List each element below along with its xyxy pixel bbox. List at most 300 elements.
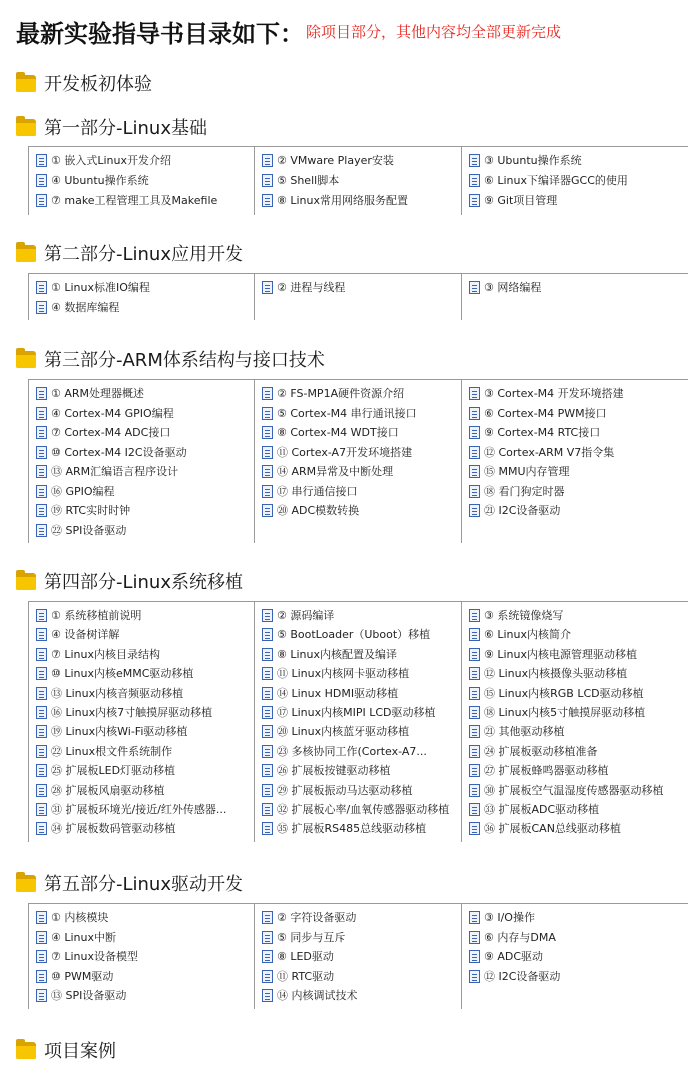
section-title: 开发板初体验: [44, 74, 152, 95]
document-icon: [262, 485, 273, 498]
document-icon: [262, 784, 273, 797]
toc-item-label: ㉛ 扩展板环境光/接近/红外传感器...: [51, 803, 227, 816]
toc-item[interactable]: [262, 626, 430, 642]
document-icon: [262, 803, 273, 816]
toc-item[interactable]: [262, 820, 426, 836]
toc-item[interactable]: [36, 607, 141, 623]
toc-item[interactable]: [36, 743, 172, 759]
document-icon: [262, 989, 273, 1002]
document-icon: [469, 426, 480, 439]
toc-item-label: ⑳ ADC模数转换: [277, 504, 360, 517]
section-title: 第四部分-Linux系统移植: [44, 572, 243, 593]
document-icon: [36, 687, 47, 700]
toc-item[interactable]: [262, 762, 391, 778]
toc-item-label: ⑦ make工程管理工具及Makefile: [51, 194, 218, 207]
toc-item[interactable]: [262, 463, 393, 479]
toc-item[interactable]: [469, 801, 599, 817]
section-divider: [28, 146, 688, 147]
toc-item[interactable]: [469, 607, 563, 623]
document-icon: [469, 628, 480, 641]
document-icon: [262, 407, 273, 420]
document-icon: [36, 194, 47, 207]
toc-item[interactable]: [36, 279, 150, 295]
document-icon: [36, 822, 47, 835]
toc-item-label: ㉖ 扩展板按键驱动移植: [277, 764, 391, 777]
toc-item[interactable]: [262, 444, 412, 460]
toc-item-label: ㉑ I2C设备驱动: [484, 504, 561, 517]
toc-item[interactable]: [262, 172, 339, 188]
toc-item[interactable]: [469, 385, 624, 401]
section-title: 项目案例: [44, 1041, 116, 1062]
page-header: [16, 14, 561, 49]
document-icon: [36, 504, 47, 517]
toc-item[interactable]: [469, 444, 614, 460]
section-heading[interactable]: [16, 870, 243, 896]
toc-item[interactable]: [36, 172, 149, 188]
toc-item[interactable]: [262, 929, 345, 945]
document-icon: [36, 970, 47, 983]
document-icon: [469, 387, 480, 400]
toc-item-label: ㊱ 扩展板CAN总线驱动移植: [484, 822, 621, 835]
toc-item-label: ⑤ Cortex-M4 串行通讯接口: [277, 407, 417, 420]
toc-item-label: ⑯ Linux内核7寸触摸屏驱动移植: [51, 706, 213, 719]
document-icon: [469, 281, 480, 294]
toc-item-label: ⑪ RTC驱动: [277, 970, 335, 983]
column-divider: [28, 146, 29, 215]
toc-item[interactable]: [469, 929, 556, 945]
toc-item-label: ⑭ Linux HDMI驱动移植: [277, 687, 399, 700]
toc-item[interactable]: [36, 483, 115, 499]
toc-item[interactable]: [36, 665, 193, 681]
toc-item[interactable]: [262, 909, 356, 925]
section-heading[interactable]: [16, 70, 152, 96]
section-divider: [28, 903, 688, 904]
column-divider: [254, 379, 255, 543]
document-icon: [262, 931, 273, 944]
toc-item-label: ④ Cortex-M4 GPIO编程: [51, 407, 174, 420]
toc-item[interactable]: [469, 279, 541, 295]
column-divider: [28, 903, 29, 1009]
toc-item[interactable]: [36, 463, 178, 479]
document-icon: [36, 281, 47, 294]
toc-item-label: ⑦ Cortex-M4 ADC接口: [51, 426, 171, 439]
toc-item[interactable]: [36, 909, 108, 925]
document-icon: [469, 667, 480, 680]
document-icon: [469, 970, 480, 983]
toc-item[interactable]: [36, 987, 126, 1003]
toc-item[interactable]: [36, 820, 176, 836]
document-icon: [262, 764, 273, 777]
document-icon: [469, 950, 480, 963]
toc-item[interactable]: [469, 463, 570, 479]
toc-item[interactable]: [36, 192, 217, 208]
document-icon: [469, 609, 480, 622]
document-icon: [262, 154, 273, 167]
toc-item[interactable]: [36, 685, 183, 701]
column-divider: [28, 273, 29, 320]
document-icon: [262, 970, 273, 983]
column-divider: [254, 146, 255, 215]
document-icon: [262, 745, 273, 758]
toc-item-label: ⑥ Linux内核简介: [484, 628, 571, 641]
toc-item-label: ㉘ 扩展板风扇驱动移植: [51, 784, 165, 797]
document-icon: [262, 706, 273, 719]
document-icon: [469, 725, 480, 738]
toc-item[interactable]: [36, 424, 170, 440]
toc-item-label: ⑬ ARM汇编语言程序设计: [51, 465, 179, 478]
toc-item-label: ⑫ I2C设备驱动: [484, 970, 561, 983]
document-icon: [36, 446, 47, 459]
folder-icon: [16, 1042, 36, 1059]
toc-item-label: ④ Ubuntu操作系统: [51, 174, 149, 187]
document-icon: [36, 725, 47, 738]
toc-item[interactable]: [262, 948, 334, 964]
toc-item[interactable]: [469, 502, 560, 518]
document-icon: [36, 407, 47, 420]
toc-item-label: ⑱ 看门狗定时器: [484, 485, 565, 498]
document-icon: [262, 628, 273, 641]
toc-item-label: ③ Ubuntu操作系统: [484, 154, 582, 167]
toc-item[interactable]: [36, 444, 187, 460]
document-icon: [262, 911, 273, 924]
folder-icon: [16, 245, 36, 262]
document-icon: [469, 407, 480, 420]
section-items-grid: [28, 379, 688, 543]
toc-item-label: ⑬ Linux内核音频驱动移植: [51, 687, 184, 700]
page-title: 最新实验指导书目录如下：: [16, 20, 304, 48]
toc-item-label: ② VMware Player安装: [277, 154, 394, 167]
toc-item[interactable]: [469, 646, 637, 662]
toc-item-label: ③ Cortex-M4 开发环境搭建: [484, 387, 624, 400]
document-icon: [262, 387, 273, 400]
toc-item-label: ⑲ Linux内核Wi-Fi驱动移植: [51, 725, 188, 738]
document-icon: [36, 648, 47, 661]
toc-item[interactable]: [262, 279, 345, 295]
toc-item[interactable]: [469, 665, 627, 681]
toc-item-label: ① 嵌入式Linux开发介绍: [51, 154, 171, 167]
toc-item[interactable]: [36, 723, 187, 739]
toc-item[interactable]: [262, 782, 413, 798]
document-icon: [469, 465, 480, 478]
toc-item[interactable]: [36, 502, 130, 518]
toc-item[interactable]: [36, 522, 126, 538]
toc-item-label: ㉔ 扩展板驱动移植准备: [484, 745, 598, 758]
toc-item-label: ⑤ BootLoader（Uboot）移植: [277, 628, 431, 641]
toc-item[interactable]: [469, 762, 609, 778]
document-icon: [469, 446, 480, 459]
document-icon: [469, 648, 480, 661]
toc-item[interactable]: [469, 820, 621, 836]
toc-item-label: ⑥ 内存与DMA: [484, 931, 556, 944]
document-icon: [469, 174, 480, 187]
toc-item[interactable]: [469, 172, 628, 188]
document-icon: [262, 194, 273, 207]
toc-item-label: ⑱ Linux内核5寸触摸屏驱动移植: [484, 706, 646, 719]
document-icon: [36, 950, 47, 963]
document-icon: [36, 154, 47, 167]
section-heading[interactable]: [16, 1037, 116, 1063]
toc-item-label: ⑭ 内核调试技术: [277, 989, 358, 1002]
toc-item-label: ㉙ 扩展板振动马达驱动移植: [277, 784, 413, 797]
column-divider: [461, 379, 462, 543]
toc-item[interactable]: [262, 968, 334, 984]
toc-item-label: ㉜ 扩展板心率/血氧传感器驱动移植: [277, 803, 450, 816]
toc-item[interactable]: [36, 405, 174, 421]
section-title: 第二部分-Linux应用开发: [44, 244, 243, 265]
folder-icon: [16, 573, 36, 590]
section-title: 第一部分-Linux基础: [44, 118, 207, 139]
toc-item[interactable]: [36, 968, 113, 984]
toc-item-label: ⑨ ADC驱动: [484, 950, 544, 963]
document-icon: [469, 504, 480, 517]
document-icon: [36, 667, 47, 680]
document-icon: [469, 194, 480, 207]
toc-item-label: ③ 系统镜像烧写: [484, 609, 564, 622]
toc-item[interactable]: [36, 929, 116, 945]
toc-item[interactable]: [469, 424, 600, 440]
toc-item-label: ⑥ Cortex-M4 PWM接口: [484, 407, 607, 420]
section-heading[interactable]: [16, 346, 325, 372]
document-icon: [469, 931, 480, 944]
document-icon: [36, 174, 47, 187]
toc-item[interactable]: [469, 743, 598, 759]
toc-item-label: ⑥ Linux下编译器GCC的使用: [484, 174, 628, 187]
column-divider: [28, 379, 29, 543]
toc-item[interactable]: [36, 782, 165, 798]
toc-item[interactable]: [36, 299, 119, 315]
toc-item[interactable]: [262, 704, 436, 720]
section-heading[interactable]: [16, 568, 243, 594]
folder-icon: [16, 351, 36, 368]
toc-item-label: ⑳ Linux内核蓝牙驱动移植: [277, 725, 410, 738]
toc-item-label: ㉚ 扩展板空气温湿度传感器驱动移植: [484, 784, 664, 797]
toc-item-label: ⑭ ARM异常及中断处理: [277, 465, 394, 478]
document-icon: [262, 426, 273, 439]
toc-item[interactable]: [262, 665, 409, 681]
document-icon: [36, 784, 47, 797]
toc-item[interactable]: [36, 646, 160, 662]
toc-item[interactable]: [36, 626, 119, 642]
document-icon: [36, 706, 47, 719]
toc-item-label: ⑲ RTC实时时钟: [51, 504, 131, 517]
column-divider: [461, 146, 462, 215]
toc-item-label: ⑤ Shell脚本: [277, 174, 340, 187]
document-icon: [36, 609, 47, 622]
toc-item-label: ㉞ 扩展板数码管驱动移植: [51, 822, 176, 835]
toc-item-label: ④ Linux中断: [51, 931, 116, 944]
toc-item[interactable]: [262, 607, 334, 623]
column-divider: [254, 903, 255, 1009]
document-icon: [262, 465, 273, 478]
toc-item[interactable]: [469, 704, 645, 720]
toc-item-label: ② 源码编译: [277, 609, 335, 622]
toc-item[interactable]: [469, 948, 543, 964]
toc-item-label: ⑯ GPIO编程: [51, 485, 115, 498]
toc-item[interactable]: [262, 801, 449, 817]
document-icon: [262, 281, 273, 294]
column-divider: [461, 273, 462, 320]
toc-item-label: ④ 数据库编程: [51, 301, 120, 314]
document-icon: [36, 989, 47, 1002]
document-icon: [36, 628, 47, 641]
toc-item[interactable]: [262, 502, 359, 518]
toc-item-label: ⑨ Cortex-M4 RTC接口: [484, 426, 601, 439]
toc-item-label: ⑫ Cortex-ARM V7指令集: [484, 446, 615, 459]
toc-item-label: ⑨ Linux内核电源管理驱动移植: [484, 648, 637, 661]
document-icon: [262, 648, 273, 661]
toc-item-label: ㉗ 扩展板蜂鸣器驱动移植: [484, 764, 609, 777]
toc-item[interactable]: [262, 685, 398, 701]
toc-item-label: ⑬ SPI设备驱动: [51, 989, 127, 1002]
toc-item-label: ⑫ Linux内核摄像头驱动移植: [484, 667, 628, 680]
toc-item[interactable]: [36, 801, 226, 817]
toc-item[interactable]: [469, 192, 557, 208]
toc-item-label: ⑰ Linux内核MIPI LCD驱动移植: [277, 706, 436, 719]
toc-item[interactable]: [469, 782, 664, 798]
toc-item[interactable]: [469, 152, 582, 168]
folder-icon: [16, 119, 36, 136]
toc-item-label: ① ARM处理器概述: [51, 387, 145, 400]
toc-item[interactable]: [262, 987, 358, 1003]
toc-item[interactable]: [36, 385, 144, 401]
section-items-grid: [28, 903, 688, 1009]
section-divider: [28, 601, 688, 602]
document-icon: [469, 822, 480, 835]
section-items-grid: [28, 146, 688, 215]
document-icon: [262, 667, 273, 680]
toc-item-label: ⑦ Linux设备模型: [51, 950, 138, 963]
document-icon: [36, 745, 47, 758]
toc-item-label: ⑮ Linux内核RGB LCD驱动移植: [484, 687, 644, 700]
document-icon: [469, 911, 480, 924]
toc-item[interactable]: [36, 948, 138, 964]
toc-item[interactable]: [469, 405, 607, 421]
section-divider: [28, 273, 688, 274]
update-note: 除项目部分，其他内容均全部更新完成: [306, 23, 562, 41]
document-icon: [36, 803, 47, 816]
toc-item-label: ⑧ LED驱动: [277, 950, 334, 963]
folder-icon: [16, 875, 36, 892]
toc-item-label: ① Linux标准IO编程: [51, 281, 150, 294]
toc-item[interactable]: [262, 646, 397, 662]
document-icon: [36, 764, 47, 777]
toc-item[interactable]: [36, 704, 212, 720]
toc-item-label: ⑨ Git项目管理: [484, 194, 558, 207]
toc-item-label: ⑤ 同步与互斥: [277, 931, 346, 944]
toc-item[interactable]: [36, 762, 175, 778]
toc-item-label: ㉕ 扩展板LED灯驱动移植: [51, 764, 176, 777]
toc-item[interactable]: [469, 723, 565, 739]
document-icon: [36, 911, 47, 924]
document-icon: [469, 485, 480, 498]
toc-item[interactable]: [262, 405, 417, 421]
document-icon: [36, 426, 47, 439]
folder-icon: [16, 75, 36, 92]
section-title: 第五部分-Linux驱动开发: [44, 874, 243, 895]
toc-item-label: ⑰ 串行通信接口: [277, 485, 358, 498]
section-heading[interactable]: [16, 240, 243, 266]
toc-item-label: ⑧ Linux常用网络服务配置: [277, 194, 408, 207]
toc-item-label: ⑩ Linux内核eMMC驱动移植: [51, 667, 194, 680]
toc-item-label: ㉟ 扩展板RS485总线驱动移植: [277, 822, 427, 835]
document-icon: [262, 687, 273, 700]
toc-item[interactable]: [262, 483, 358, 499]
document-icon: [36, 465, 47, 478]
column-divider: [254, 273, 255, 320]
section-divider: [28, 379, 688, 380]
document-icon: [262, 174, 273, 187]
toc-item[interactable]: [36, 152, 171, 168]
toc-item-label: ⑩ PWM驱动: [51, 970, 114, 983]
toc-item-label: ㉒ Linux根文件系统制作: [51, 745, 173, 758]
toc-item-label: ⑪ Linux内核网卡驱动移植: [277, 667, 410, 680]
toc-item[interactable]: [469, 685, 644, 701]
toc-item[interactable]: [469, 909, 535, 925]
document-icon: [36, 485, 47, 498]
toc-item-label: ③ 网络编程: [484, 281, 542, 294]
toc-item-label: ⑪ Cortex-A7开发环境搭建: [277, 446, 413, 459]
column-divider: [28, 601, 29, 842]
document-icon: [469, 803, 480, 816]
column-divider: [461, 903, 462, 1009]
section-title: 第三部分-ARM体系结构与接口技术: [44, 350, 325, 371]
document-icon: [469, 687, 480, 700]
document-icon: [262, 609, 273, 622]
toc-item-label: ⑦ Linux内核目录结构: [51, 648, 160, 661]
document-icon: [469, 706, 480, 719]
toc-item[interactable]: [469, 968, 560, 984]
document-icon: [469, 154, 480, 167]
toc-item-label: ⑩ Cortex-M4 I2C设备驱动: [51, 446, 187, 459]
toc-item[interactable]: [262, 152, 394, 168]
document-icon: [36, 387, 47, 400]
toc-item-label: ㉒ SPI设备驱动: [51, 524, 127, 537]
document-icon: [36, 931, 47, 944]
column-divider: [254, 601, 255, 842]
toc-item[interactable]: [262, 743, 427, 759]
document-icon: [36, 301, 47, 314]
toc-item-label: ㉓ 多核协同工作(Cortex-A7...: [277, 745, 427, 758]
document-icon: [262, 950, 273, 963]
section-heading[interactable]: [16, 114, 207, 140]
document-icon: [36, 524, 47, 537]
toc-item[interactable]: [262, 385, 404, 401]
toc-item-label: ② FS-MP1A硬件资源介绍: [277, 387, 405, 400]
toc-item[interactable]: [262, 192, 408, 208]
document-icon: [262, 822, 273, 835]
toc-item-label: ② 字符设备驱动: [277, 911, 357, 924]
toc-item-label: ② 进程与线程: [277, 281, 346, 294]
toc-item-label: ㉝ 扩展板ADC驱动移植: [484, 803, 600, 816]
toc-item[interactable]: [262, 424, 399, 440]
document-icon: [262, 725, 273, 738]
toc-item-label: ⑧ Cortex-M4 WDT接口: [277, 426, 399, 439]
document-icon: [469, 784, 480, 797]
toc-item-label: ① 系统移植前说明: [51, 609, 142, 622]
toc-item-label: ① 内核模块: [51, 911, 109, 924]
toc-item-label: ⑮ MMU内存管理: [484, 465, 570, 478]
toc-item[interactable]: [469, 483, 565, 499]
toc-item-label: ④ 设备树详解: [51, 628, 120, 641]
column-divider: [461, 601, 462, 842]
document-icon: [469, 745, 480, 758]
toc-item-label: ⑧ Linux内核配置及编译: [277, 648, 397, 661]
toc-item[interactable]: [469, 626, 571, 642]
section-items-grid: [28, 601, 688, 842]
document-icon: [262, 446, 273, 459]
toc-item[interactable]: [262, 723, 409, 739]
toc-item-label: ③ I/O操作: [484, 911, 535, 924]
